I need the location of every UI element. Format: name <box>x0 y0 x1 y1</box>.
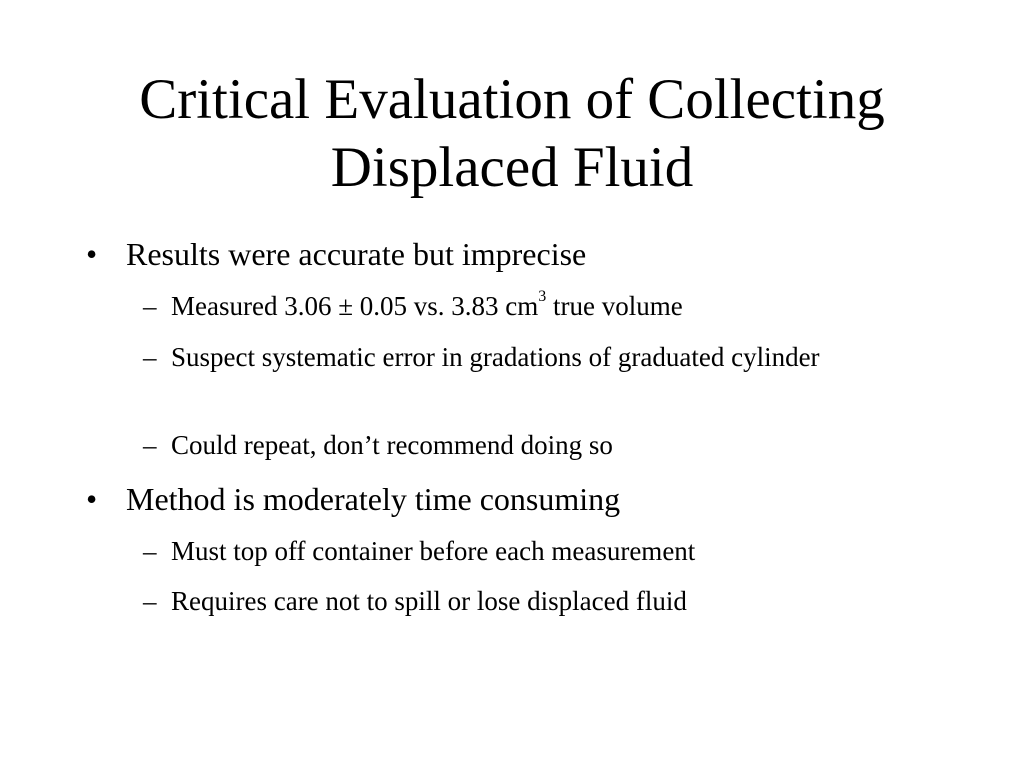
sub-bullet-text <box>171 286 883 326</box>
sub-bullet-text: Must top off container before each measurement <box>171 536 696 566</box>
sub-bullet-marker: – <box>143 586 157 616</box>
sub-bullet-marker: – <box>143 291 157 321</box>
bullet-item <box>86 481 620 517</box>
bullet-text: Method is moderately time consuming <box>126 481 621 517</box>
title-line-2: Displaced Fluid <box>330 136 694 199</box>
sub-bullet-marker: – <box>143 342 157 372</box>
sub-bullet-item <box>143 581 883 621</box>
sub-bullet-text: Could repeat, don’t recommend doing so <box>171 430 613 460</box>
sub-bullet-item <box>143 286 883 326</box>
sub-bullet-marker: – <box>143 430 157 460</box>
sub-bullet-item <box>143 425 883 465</box>
bullet-marker: • <box>86 236 98 272</box>
title-line-1: Critical Evaluation of Collecting <box>139 68 885 131</box>
sub-bullet-item <box>143 531 883 571</box>
sub-bullet-text-part: true volume <box>546 291 683 321</box>
superscript: 3 <box>538 288 547 305</box>
sub-bullet-text: Requires care not to spill or lose displaced fluid <box>171 586 687 616</box>
sub-bullet-text-part: Measured 3.06 ± 0.05 vs. 3.83 cm <box>171 291 539 321</box>
sub-bullet-marker: – <box>143 536 157 566</box>
bullet-item <box>86 236 586 272</box>
sub-bullet-item <box>143 337 883 377</box>
bullet-marker: • <box>86 481 98 517</box>
slide-title <box>60 66 964 202</box>
bullet-text: Results were accurate but imprecise <box>126 236 587 272</box>
sub-bullet-text: Suspect systematic error in gradations of graduated cylinder <box>171 342 820 372</box>
